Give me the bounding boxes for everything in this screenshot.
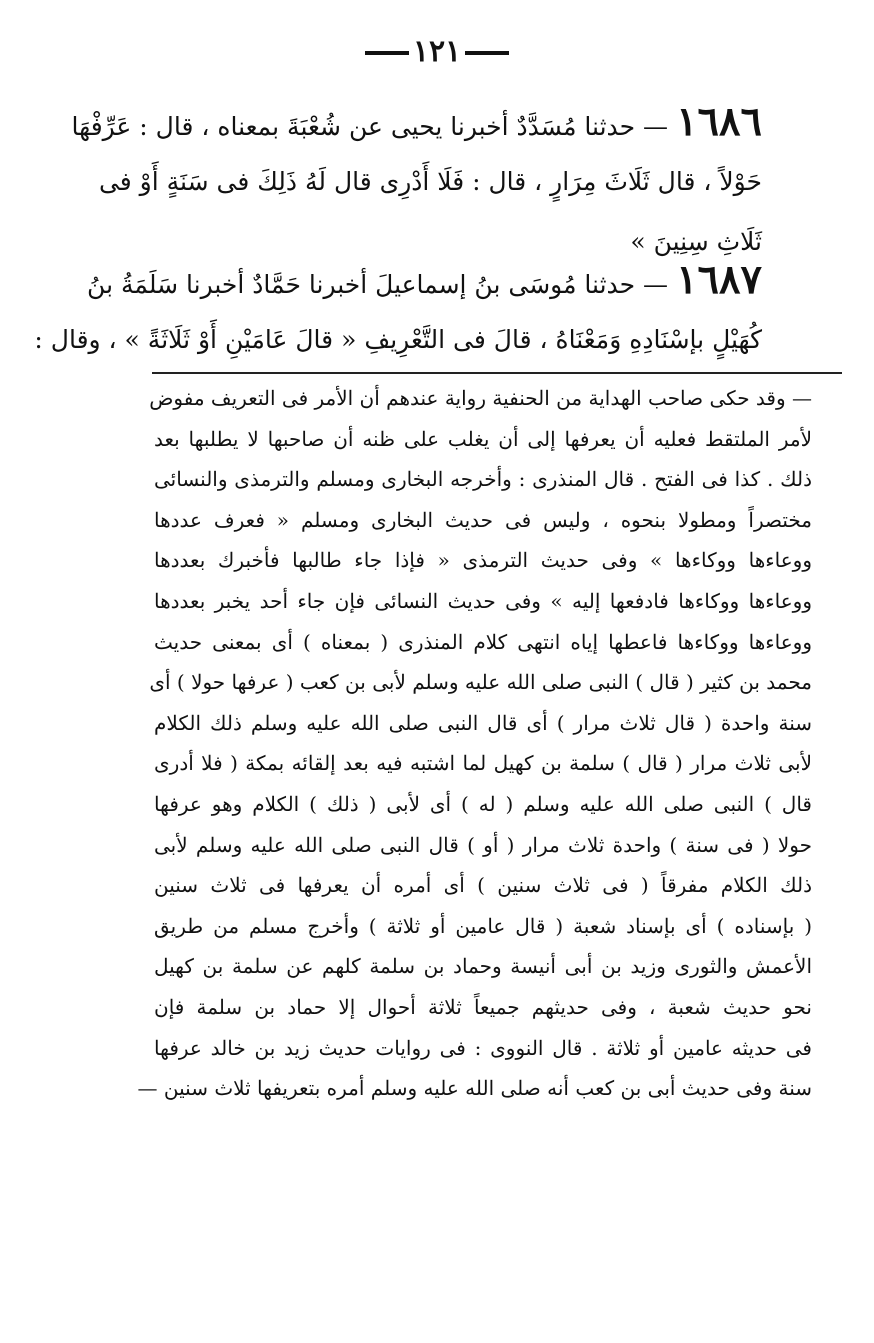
commentary-line: مختصراً ومطولا بنحوه ، وليس فى حديث البخارى ومسلم « فعرف عددها	[154, 507, 812, 532]
commentary-line: قال ) النبى صلى الله عليه وسلم ( له ) أى لأبى ( ذلك ) الكلام وهو عرفها	[154, 791, 812, 816]
commentary-line: محمد بن كثير ( قال ) النبى صلى الله عليه وسلم لأبى بن كعب ( عرفها حولا ) أى	[149, 670, 812, 695]
page-number-dash-left	[365, 51, 409, 55]
commentary-line: ووعاءها ووكاءها فادفعها إليه » وفى حديث النسائى فإن جاء أحد يخبر بعددها	[154, 588, 812, 613]
commentary-line: ذلك . كذا فى الفتح . قال المنذرى : وأخرجه البخارى ومسلم والترمذى والنسائى	[154, 467, 812, 492]
page-number-dash-right	[465, 51, 509, 55]
hadith-line	[71, 92, 762, 152]
commentary-line: الأعمش والثورى وزيد بن أبى أنيسة وحماد بن سلمة كلهم عن سلمة بن كهيل	[154, 954, 812, 979]
page-number-text: ١٢١	[412, 34, 462, 69]
commentary-line: لأبى ثلاث مرار ( قال ) سلمة بن كهيل لما اشتبه فيه بعد إلقائه بمكة ( فلا أدرى	[154, 751, 812, 776]
commentary-line: ذلك الكلام مفرقاً ( فى ثلاث سنين ) أى أمره أن يعرفها فى ثلاث سنين	[154, 873, 812, 898]
commentary-line: حولا ( فى سنة ) واحدة ثلاث مرار ( أو ) قال النبى صلى الله عليه وسلم لأبى	[154, 832, 812, 857]
hadith-1687	[34, 250, 762, 370]
commentary-line: سنة وفى حديث أبى بن كعب أنه صلى الله عليه وسلم أمره بتعريفها ثلاث سنين —	[137, 1076, 812, 1101]
commentary-line: نحو حديث شعبة ، وفى حديثهم جميعاً ثلاثة أحوال إلا حماد بن سلمة فإن	[154, 994, 812, 1019]
page-number	[0, 34, 874, 69]
hadith-number: ١٦٨٦	[676, 98, 762, 145]
commentary-block	[137, 378, 812, 1109]
hadith-number: ١٦٨٧	[676, 256, 762, 303]
commentary-line: — وقد حكى صاحب الهداية من الحنفية رواية عندهم أن الأمر فى التعريف مفوض	[149, 386, 812, 410]
commentary-line: لأمر الملتقط فعليه أن يعرفها إلى أن يغلب على ظنه أن صاحبها لا يطلبها بعد	[154, 426, 812, 451]
commentary-line: ( بإسناده ) أى بإسناد شعبة ( قال عامين أو ثلاثة ) وأخرج مسلم من طريق	[154, 913, 812, 938]
hadith-line	[87, 250, 762, 310]
hadith-text: — حدثنا مُوسَى بنُ إسماعيلَ أخبرنا حَمَّادٌ أخبرنا سَلَمَةُ بنُ	[87, 270, 669, 299]
commentary-line: فى حديثه عامين أو ثلاثة . قال النووى : فى روايات حديث زيد بن خالد عرفها	[154, 1035, 812, 1060]
section-divider	[152, 372, 842, 374]
hadith-1686	[71, 92, 762, 272]
commentary-line: ووعاءها ووكاءها فاعطها إياه انتهى كلام المنذرى ( بمعناه ) أى بمعنى حديث	[154, 629, 812, 654]
hadith-line: ثَلَاثِ سِنِينَ »	[630, 227, 762, 256]
commentary-line: ووعاءها ووكاءها » وفى حديث الترمذى « فإذا جاء طالبها فأخبرك بعددها	[154, 548, 812, 573]
hadith-line: كُهَيْلٍ بإسْنَادِهِ وَمَعْنَاهُ ، قالَ فى التَّعْرِيفِ « قالَ عَامَيْنِ أَوْ ثَلَاثَةً » ، وقال :	[34, 325, 762, 354]
hadith-text: — حدثنا مُسَدَّدٌ أخبرنا يحيى عن شُعْبَةَ بمعناه ، قال : عَرِّفْهَا	[71, 112, 669, 141]
hadith-line: حَوْلاً ، قال ثَلَاثَ مِرَارٍ ، قال : فَلَا أَدْرِى قال لَهُ ذَلِكَ فى سَنَةٍ أَوْ فى	[98, 167, 762, 196]
commentary-line: سنة واحدة ( قال ثلاث مرار ) أى قال النبى صلى الله عليه وسلم ذلك الكلام	[154, 710, 812, 735]
